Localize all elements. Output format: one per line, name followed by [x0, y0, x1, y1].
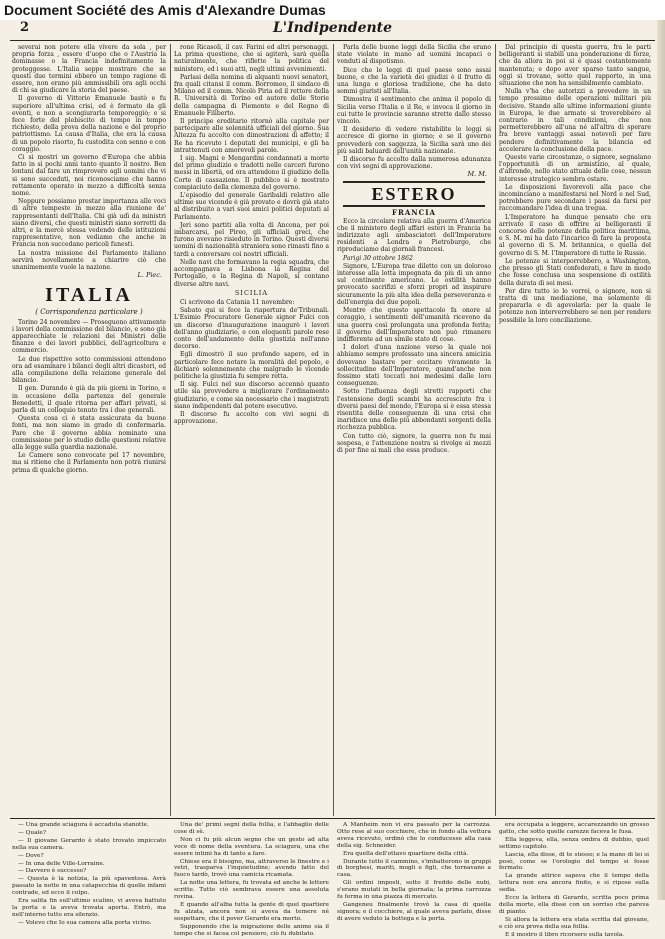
paragraph: Gli ordini imposti, sotto il freddo delle nubi, s'erano mutati in bella giornata; la prima carrozza fu ferma in una piazza di mercato.: [337, 880, 491, 901]
paragraph: Sotto l'influenza degli stretti rapporti che l'estensione degli scambi ha accresciuto fra i diversi paesi del mondo, l'Europa si è essa stessa risentita delle conseguenze di una crisi che inaridisce una delle più abbondanti sorgenti della ricchezza pubblica.: [337, 388, 491, 432]
paragraph: Gangeneu finalmente trovò la casa di quella signora; e il cocchiere, al quale aveva parlato, disse di avere veduto la bottega e la porta.: [337, 901, 491, 922]
paragraph: Supponendo che la migrazione delle anime sia il tempo che si facea col pensiero, ciò fu dubitato.: [174, 923, 329, 937]
paragraph: Torino 24 novembre — Proseguono attivamente i lavori della commissione del bilancio, e sono già apparecchiate le relazioni dei Ministri delle finanze e dei lavori pubblici, dell'agricoltura e commercio.: [12, 318, 166, 355]
article-signature: M. M.: [467, 170, 487, 179]
paragraph: Si allora la lettera era stata scritta dal giovane, e ciò era prova della sua follia.: [499, 916, 649, 930]
scan-page-edge: [657, 20, 665, 900]
section-heading-estero: ESTERO: [343, 181, 485, 207]
paragraph: Il governo di Vittorio Emanuele bastò e fu superiore all'ultima crisi, ed è fermato da gli eventi, e non a scongiurarla temporeggiò; e si fece forte del plebiscito di tempo in tempo richiesto, della prova della nazione e del proprio patriottismo. La causa d'Italia, che era la causa di un popolo risorto, fu custodita con senno e con coraggio.: [12, 95, 166, 153]
paragraph: — Volevo che Io sua camera alla porta vicino.: [18, 919, 152, 926]
paragraph: Il principe ereditario ritornò alla capitale per partecipare alle solennità ufficiali del giorno. Sua Altezza fu accolto con dimostrazioni di affetto; il Re ha ricevuto i deputati dei municipi, e gli ha intrattenuti con amorevoli parole.: [174, 118, 329, 154]
column-1-intro: [12, 44, 166, 271]
paragraph: — Dove?: [18, 852, 44, 859]
section-heading-sicilia: SICILIA: [234, 288, 269, 297]
paragraph: Sabato qui si fece la riapertura de'Tribunali. L'Esimio Procuratore Generale signor Fulci con un discorso d'inaugurazione inaugurò i lavori dell'anno giudiziario, e con eloquenti parole rese conto dell'andamento della giustizia nell'anno decorso.: [174, 307, 329, 351]
paragraph: — Questa è la notizia, la più spaventosa. Avrà passato la notte in una catapecchia di quelle infami contrade, ed ecco il colpo.: [12, 876, 166, 897]
paragraph: Dal principio di questa guerra, fra le parti belligeranti si stabilì una ponderazione di forze, che da allora in poi si è quasi costantemente mantenuta; e dopo aver sparso tanto sangue, oggi si trovano, sotto quel rapporto, in una situazione che non ha sensibilmente cambiato.: [499, 44, 651, 88]
paragraph: Il discorso fu accolto con vivi segni di approvazione.: [174, 410, 329, 426]
paragraph: I sig. Magni e Mengardini condannati a morte del primo giudizio e tradotti nelle carceri furono messi in libertà, ed ora attendono il giudizio della Corte di cassazione. Il pubblico si è mostrato compiaciuto della clemenza del governo.: [174, 155, 329, 191]
paragraph: — Quale?: [18, 829, 46, 836]
paragraph: Ci scrivono da Catania 11 novembre:: [180, 298, 295, 306]
column-3-sicilia-cont: [337, 44, 491, 170]
column-2: [174, 44, 329, 816]
dateline: Parigi 30 ottobre 1862: [343, 254, 413, 262]
paragraph: Parlasi della nomina di alquanti nuovi senatori, fra quali citansi il comm. Borromeo, il sindaco di Milano ed il comm. Nicolò Piria ed il rettore della R. Università di Torino ed autore delle Storie della campagna di Piemonte e del Regno di Emanuele Filiberto.: [174, 73, 329, 117]
column-2-news: [174, 44, 329, 288]
newspaper-masthead: [10, 18, 655, 41]
paragraph: Parla delle buone leggi della Sicilia che erano state violate in mano ad uomini incapaci o venduti al dispotismo.: [337, 44, 491, 66]
column-3: [337, 44, 491, 816]
feuilleton-column-4: [499, 822, 649, 938]
paragraph: Ci si mostri un governo d'Europa che abbia fatto in sì pochi anni tanto quanto il nostro. Ben lontani dal fare un rimprovero agli uomini che vi si sono succeduti, noi riconosciamo che hanno rettamente operato in mezzo a difficoltà senza nome.: [12, 154, 166, 198]
paragraph: Mentre che questo spettacolo fa onore al coraggio, i sentimenti dell'umanità ricevono da una guerra così prolungata una profonda ferita; il governo dell'Imperatore non può rimanere indifferente ad un simile stato di cose.: [337, 307, 491, 343]
paragraph: Neppure possiamo prestar importanza alle voci di altre tempeste in mezzo alla riunione de' rappresentanti dell'Italia. Chi già udì da ministri siano diversi, che questi ministri siano sorretti da altri, e la mercè stessa vedendo delle istituzioni rappresentative, non vediamo che anche in Francia non succedano pericoli funesti.: [12, 198, 166, 249]
paragraph: Le due rispettive sotto commissioni attendono ora ad esaminare i bilanci degli altri dicasteri, ed alla compilazione della relazione generale del bilancio.: [12, 355, 166, 385]
article-signature: L. Piec.: [137, 271, 162, 280]
paragraph: Ella leggeva, ella, senza ombra di dubbio, quel settimo capitolo.: [499, 836, 649, 850]
sicilia-article: [174, 299, 329, 425]
column-1: [12, 44, 166, 816]
paragraph: severai non potere ella vivere da sola , per propria forza , essere d'uopo che o l'Austria la dominasse o la Francia indefinitamente la proteggesse. L'Italia seppe mostrare che se questi due termini ebbero un tempo ragione di essere, non erano più ammissibili ora agli occhi di chi sa giudicare la storia del paese.: [12, 44, 166, 95]
paragraph: Ecco la circolare relativa alla guerra d'America che il ministero degli affari esteri in Francia ha indirizzato agli ambasciatori dell'Imperatore residenti a Londra e Pietroburgo, che riproduciamo dai giornali francesi.: [337, 217, 491, 254]
paragraph: Era quella dell'ottavo quartiere della città.: [343, 850, 469, 857]
paragraph: A Manheim non vi era passato per la carrozza. Otto rese al suo cocchiere, che in fondo alla vettura aveva ricevuto, ordinò che lo conducesse alla casa della sig. Schneider.: [337, 822, 491, 849]
paragraph: Con tutto ciò, signore, la guerra non fu mai sospesa, e l'attenzione nostra si rivolge ai mezzi di por fine ai mali che essa produce.: [337, 432, 491, 454]
paragraph: Il discorso fu accolto dalla numerosa adunanza con vivi segni di approvazione.: [337, 156, 491, 171]
italia-article: [12, 319, 166, 474]
section-subheading: ( Corrispondenza particolare ): [35, 307, 143, 316]
document-watermark: Document Société des Amis d'Alexandre Dumas: [0, 0, 665, 20]
section-heading-francia: FRANCIA: [392, 207, 436, 217]
paragraph: Queste varie circostanze, o signore, segnalano l'opportunità di un armistizio, al quale, d'altronde, nello stato attuale delle cose, nessun interesse strategico sembra ostare.: [499, 154, 651, 183]
paragraph: La grande attrice sapeva che il tempo della lettura non era ancora finito, e si ripose sulla sedia.: [499, 873, 649, 894]
paragraph: Dimostra il sentimento che anima il popolo di Sicilia verso l'Italia e il Re, e invoca il giorno in cui tutte le provincie saranno strette dallo stesso vincolo.: [337, 96, 491, 126]
paragraph: L'Imperatore ha dunque pensato che era arrivato il caso di offrire ai belligeranti il concorso delle potenze della politica marittima, e S. M. mi ha dato l'incarico di fare la proposta al governo di S. M. britannica, e quella del governo di S. M. l'Imperatore di tutte le Russie.: [499, 213, 651, 257]
paragraph: — Una grande sciagura è accaduta stanotte.: [18, 822, 149, 828]
paragraph: Una de' primi segni della follia, e l'abbaglio delle cose di sè.: [174, 822, 329, 835]
paragraph: Dice che le leggi di quel paese sono assai buone, e che la varietà dei giudizi è il frutto di una lunga e gloriosa tradizione, che ha dato sommi giuristi all'Italia.: [337, 66, 491, 96]
paragraph: Era salita fin sull'ultimo scalino, vi aveva battuto la porta e la aveva trovata aperta. Entrò, ma nell'interno tutto era silenzio.: [12, 898, 166, 918]
paragraph: Nelle navi che formavano la regia squadra, che accompagnava a Lisbona la Regina del Portogallo, e la Regina di Napoli, si contano diverse altre navi.: [174, 258, 329, 288]
feuilleton-column-2: [174, 822, 329, 937]
feuilleton-column-3: [337, 822, 491, 922]
paragraph: Le Camere sono convocate pel 17 novembre, ma si ritiene che il Parlamento non potrà riunirsi prima di qualche giorno.: [12, 452, 166, 474]
paragraph: Le potenze si interporrebbero, a Washington, che presso gli Stati confederati, e fare in modo che fosse conclusa una sospensione di ostilità della durata di sei mesi.: [499, 257, 651, 287]
paragraph: E quando all'alba tutta la gente di quel quartiere fu alzata, ancora non si aveva da temere né sospettare, che il pover Gerardo era morto.: [174, 901, 329, 922]
paragraph: La nostra missione del Parlamento italiano servirà novellamente a chiarire ciò che unanimemente vuole la nazione.: [12, 249, 166, 272]
feuilleton-column-1: [12, 822, 166, 926]
paragraph: Signore, L'Europa trae diletto con un doloroso interesse alla lotta impegnata da più di un anno sul continente americano. Le ostilità hanno provocato sacrifizi e sforzi propri ad inspirare sicuramente la più alta idea della perseveranza e dell'energia dei due popoli.: [337, 262, 491, 306]
paragraph: Jeri sono partiti alla volta di Ancona, per poi imbarcarsi, pel Pireo, gli ufficiali greci, che furono avevano risieduto in Torino. Questi diversi uomini di nazionalità straniera sono rimasti fino a tardi a conversare coi nostri ufficiali.: [174, 221, 329, 258]
paragraph: Il gen. Durando è già da più giorni in Torino, e in occasione della partenza del generale Benedetti, il quale ritorna per affari privati, si parla di un colloquio tenuto tra i due generali.: [12, 385, 166, 414]
paragraph: Ecco la lettera di Gerardo, scritta poco prima della morte, ella disse con un sorriso che pareva di pianto.: [499, 895, 649, 915]
paragraph: L'episodio del generale Garibaldi relativo alle ultime sue vicende è già provato e dovrà già stato al distribuito a vari suoi amici politici deputati al Parlamento.: [174, 192, 329, 221]
feuilleton-divider: [10, 818, 655, 819]
paragraph: E il mostro il libro ricorsero sulla tavola.: [505, 931, 625, 938]
paragraph: Per dire tutto io lo vorrei, o signore, non si tratta di una mediazione, ma solamente di prepararla e di agevolarla: per la quale le potenze non interverrebbero se non per rendere possibile la loro conciliazione.: [499, 287, 651, 324]
page-number: 2: [20, 20, 30, 35]
paragraph: Durante tutto il cammino, s'imbatterono in gruppi di borghesi, mariti, mogli e figli, che tornavano a casa.: [337, 858, 491, 879]
paper-title: L'Indipendente: [272, 20, 393, 36]
paragraph: — In una delle Ville-Lorraine.: [18, 860, 105, 867]
paragraph: rone Ricasoli, il cav. Farini ed altri personaggi. La prima questione, che si agiterà, sarà quella naturalmente, che riflette la politica del ministero, ed i suoi atti, negli ultimi avvenimenti.: [174, 44, 329, 73]
estero-article: [337, 218, 491, 455]
column-rule-2: [333, 44, 334, 816]
paragraph: — Il giovane Gerardo è stato trovato impiccato nella sua camera.: [12, 837, 166, 851]
paragraph: era occupata a leggere, accarezzando un grosso gatto, che sotto quelle carezze faceva le fusa.: [499, 822, 649, 835]
column-4: [499, 44, 651, 816]
column-rule-1: [170, 44, 171, 816]
paragraph: Il sig. Fulci nel suo discorso accennò quanto utile sia provvedere a migliorare l'ordinamento giudiziario, e come sia necessario che i magistrati siano indipendenti dal potere esecutivo.: [174, 381, 329, 410]
paragraph: Lascia, ella disse, di te stesso; e la mano di lei si posò, come se l'orologio del tempo si fosse fermato.: [499, 851, 649, 872]
section-heading-italia: ITALIA: [45, 283, 133, 306]
paragraph: Egli dimostrò il suo profondo sapere, ed in particolare fece notare la moralità del popolo, e dichiarò solennemente che malgrado le vicende politiche la giustizia fu sempre retta.: [174, 351, 329, 380]
paragraph: La notte una lettera, fu trovata ed anche le lettere scritte. Tutto ciò sembrava essere una assoluta rovina.: [174, 880, 329, 901]
paragraph: Questa cosa ci è stata assicurata da buone fonti, ma non siamo in grado di confermarla. Pare che il governo abbia nominato una commissione per lo studio delle questioni relative alla legge sulla guardia nazionale.: [12, 415, 166, 451]
paragraph: I dolori d'una nazione verso la quale noi abbiamo sempre professato una sincera amicizia dovevano bastare per eccitare vivamente la sollecitudine dell'Imperatore, quand'anche non fossimo stati toccati noi medesimi dalle loro conseguenze.: [337, 344, 491, 388]
paragraph: Il desiderio di vedere ristabilite le leggi si accresce di giorno in giorno; e se il governo provvederà con saggezza, la Sicilia sarà uno dei più saldi baluardi dell'unità nazionale.: [337, 126, 491, 155]
paragraph: Le disposizioni favorevoli alla pace che incominciano a manifestarsi nel Nord e nel Sud, potrebbero pure secondare i passi da farsi per raccomandare l'idea di una tregua.: [499, 183, 651, 213]
column-rule-3: [495, 44, 496, 816]
paragraph: — Davvero è successo?: [18, 868, 87, 875]
paragraph: Nulla v'ha che autorizzi a prevedere in un tempo prossimo delle operazioni militari più decisive. Stando alle ultime informazioni giunte in Europa, le due armate si troverebbero al contrario in tali condizioni, che non permetterebbero all'una né all'altra di sperare fra breve vantaggi assai notevoli per fare pendere definitivamente la bilancia ed accelerare la conclusione della pace.: [499, 88, 651, 153]
paragraph: Chiese era il bisogno, ma, attraverso le finestre e i vetri, trasparva l'inquietudine; avendo fatto del fuoco tardò, trovò una camicia ricamata.: [174, 858, 329, 879]
paragraph: Non ci fu più alcun segno che un gesto ad alta voce di nome della sventura. La sciagura, una che essere intimi ha di tanto a fare.: [174, 836, 329, 857]
